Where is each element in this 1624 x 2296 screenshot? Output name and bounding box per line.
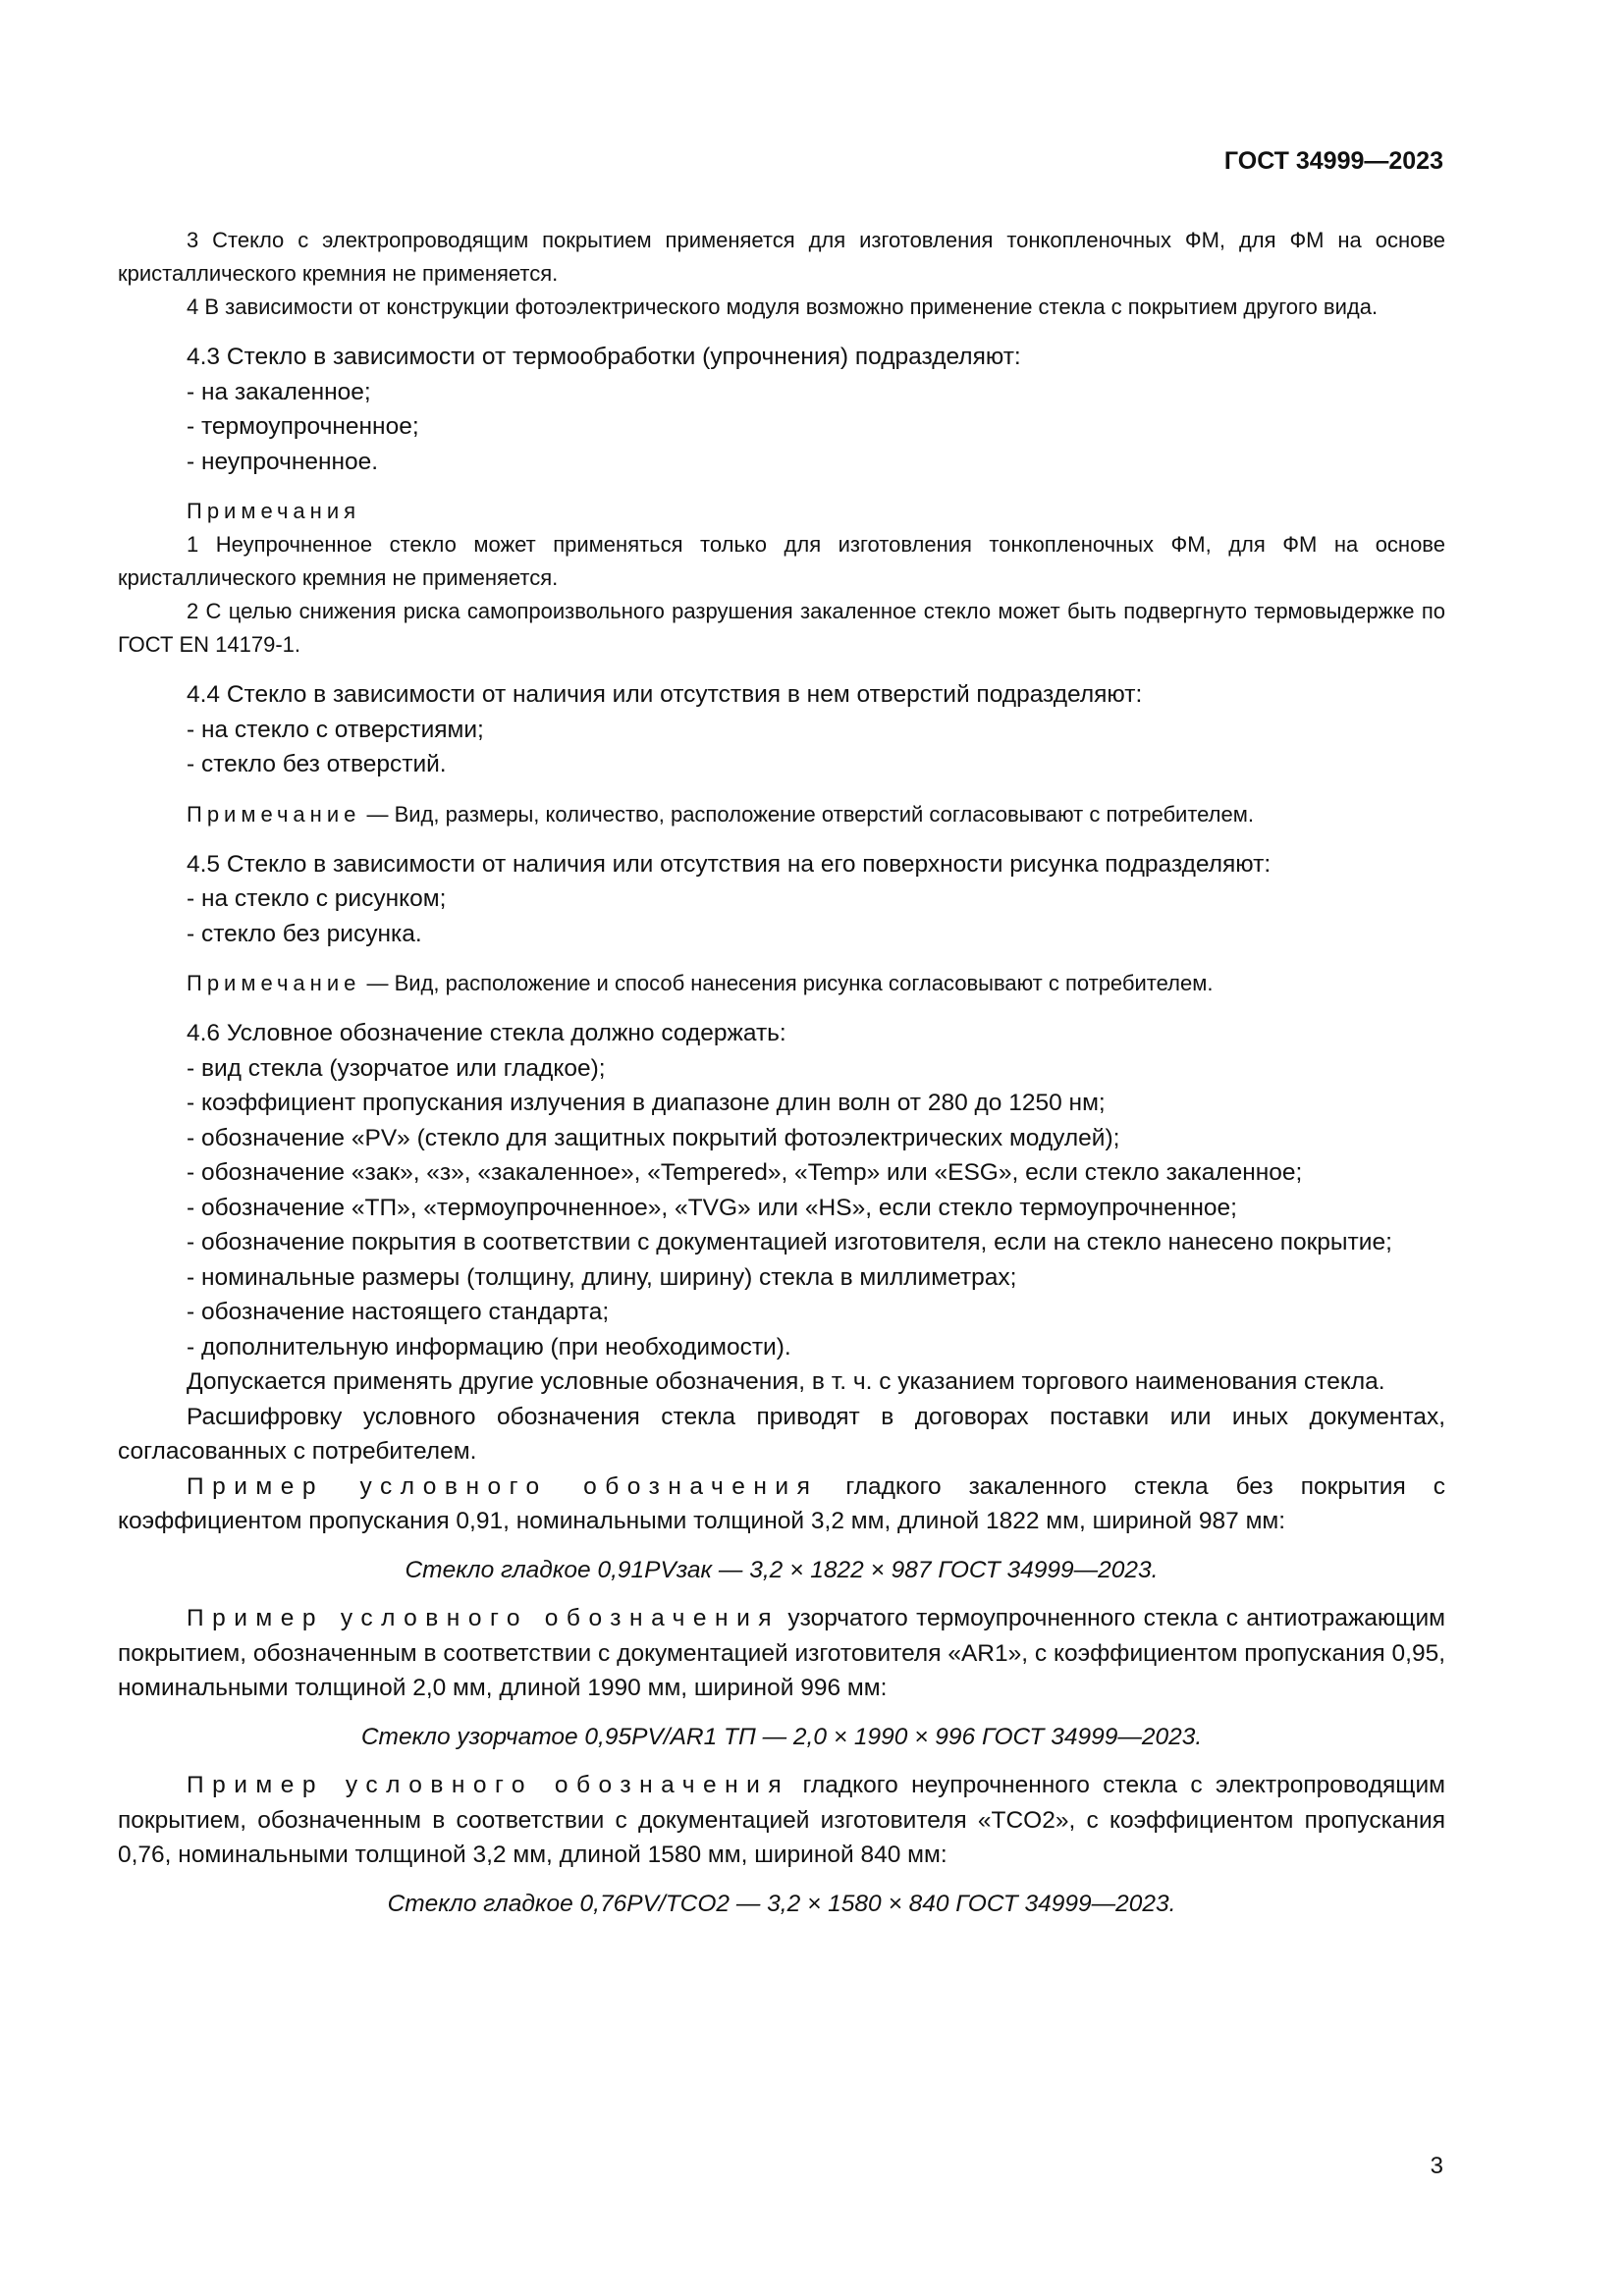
list-item: - обозначение настоящего стандарта; [187,1299,610,1325]
note-item: 2 С целью снижения риска самопроизвольного разрушения закаленное стекло может быть подвергнуто термовыдержке по ГОСТ EN 14179-1. [118,599,1445,657]
list-item: - на стекло с рисунком; [187,885,447,912]
example-label: Пример условного обозначения [187,1772,790,1798]
note-text: — Вид, размеры, количество, расположение отверстий согласовывают с потребителем. [360,801,1254,827]
page-content [118,224,1445,1935]
example-formula: Стекло гладкое 0,76PV/TCO2 — 3,2 × 1580 × 840 ГОСТ 34999—2023. [387,1890,1176,1917]
list-item: - номинальные размеры (толщину, длину, ширину) стекла в миллиметрах; [187,1263,1017,1291]
list-item: - коэффициент пропускания излучения в диапазоне длин волн от 280 до 1250 нм; [187,1090,1106,1116]
list-item: - неупрочненное. [187,448,379,475]
list-item: - вид стекла (узорчатое или гладкое); [187,1054,606,1082]
section-4-5-heading: 4.5 Стекло в зависимости от наличия или отсутствия на его поверхности рисунка подразделяют: [187,850,1272,878]
section-4-6-heading: 4.6 Условное обозначение стекла должно содержать: [187,1020,786,1046]
notes-label [118,495,1445,528]
example-paragraph [118,1601,1445,1706]
list-item: - на стекло с отверстиями; [187,716,484,743]
section-4-5-note [118,967,1445,1000]
example-paragraph [118,1768,1445,1873]
paragraph: Допускается применять другие условные обозначения, в т. ч. с указанием торгового наименования стекла. [187,1368,1385,1395]
example-formula: Стекло узорчатое 0,95PV/AR1 ТП — 2,0 × 1990 × 996 ГОСТ 34999—2023. [360,1723,1203,1750]
list-item: - дополнительную информацию (при необходимости). [187,1333,791,1361]
list-item: - обозначение покрытия в соответствии с документацией изготовителя, если на стекло нанесено покрытие; [187,1229,1392,1255]
note-item: 4 В зависимости от конструкции фотоэлектрического модуля возможно применение стекла с покрытием другого вида. [187,294,1379,319]
list-item: - термоупрочненное; [187,413,419,440]
example-label: Пример условного обозначения [187,1605,781,1631]
list-item: - на закаленное; [187,378,371,405]
notes-label-text: Примечания [187,499,361,523]
example-text: гладкого неупрочненного стекла с электропроводящим покрытием, обозначенным в соответствии с документацией изготовителя «TCO2», с коэффициентом пропускания 0,76, номинальными толщиной 3,2 мм, длиной 1580 мм, шириной 840 мм: [118,1772,1445,1868]
example-label: Пример условного обозначения [187,1472,819,1500]
section-4-4-note [118,798,1445,831]
example-formula: Стекло гладкое 0,91PVзак — 3,2 × 1822 × 987 ГОСТ 34999—2023. [405,1556,1159,1583]
note-text: — Вид, расположение и способ нанесения рисунка согласовывают с потребителем. [360,971,1214,995]
note-item: 3 Стекло с электропроводящим покрытием применяется для изготовления тонкопленочных ФМ, для ФМ на основе кристаллического кремния не применяется. [118,228,1445,286]
list-item: - обозначение «PV» (стекло для защитных покрытий фотоэлектрических модулей); [187,1124,1120,1151]
paragraph: Расшифровку условного обозначения стекла приводят в договорах поставки или иных документах, согласованных с потребителем. [118,1403,1445,1465]
list-item: - стекло без отверстий. [187,751,447,777]
list-item: - обозначение «зак», «з», «закаленное», «Tempered», «Temp» или «ESG», если стекло закаленное; [187,1159,1303,1186]
note-label: Примечание [187,801,361,827]
note-label: Примечание [187,971,361,995]
list-item: - стекло без рисунка. [187,920,422,947]
example-paragraph [118,1469,1445,1539]
example-text: гладкого закаленного стекла без покрытия с коэффициентом пропускания 0,91, номинальными толщиной 3,2 мм, длиной 1822 мм, шириной 987 мм: [118,1472,1445,1534]
document-code-header: ГОСТ 34999—2023 [1223,147,1443,175]
note-item: 1 Неупрочненное стекло может применяться только для изготовления тонкопленочных ФМ, для ФМ на основе кристаллического кремния не применяется. [118,532,1445,590]
list-item: - обозначение «ТП», «термоупрочненное», «TVG» или «HS», если стекло термоупрочненное; [187,1194,1237,1221]
section-4-4-heading: 4.4 Стекло в зависимости от наличия или отсутствия в нем отверстий подразделяют: [187,681,1143,708]
section-4-3-heading: 4.3 Стекло в зависимости от термообработки (упрочнения) подразделяют: [187,344,1021,370]
example-text: узорчатого термоупрочненного стекла с антиотражающим покрытием, обозначенным в соответствии с документацией изготовителя «AR1», с коэффициентом пропускания 0,95, номинальными толщиной 2,0 мм, длиной 1990 мм, шириной 996 мм: [118,1605,1445,1701]
page-number: 3 [1430,2153,1443,2179]
